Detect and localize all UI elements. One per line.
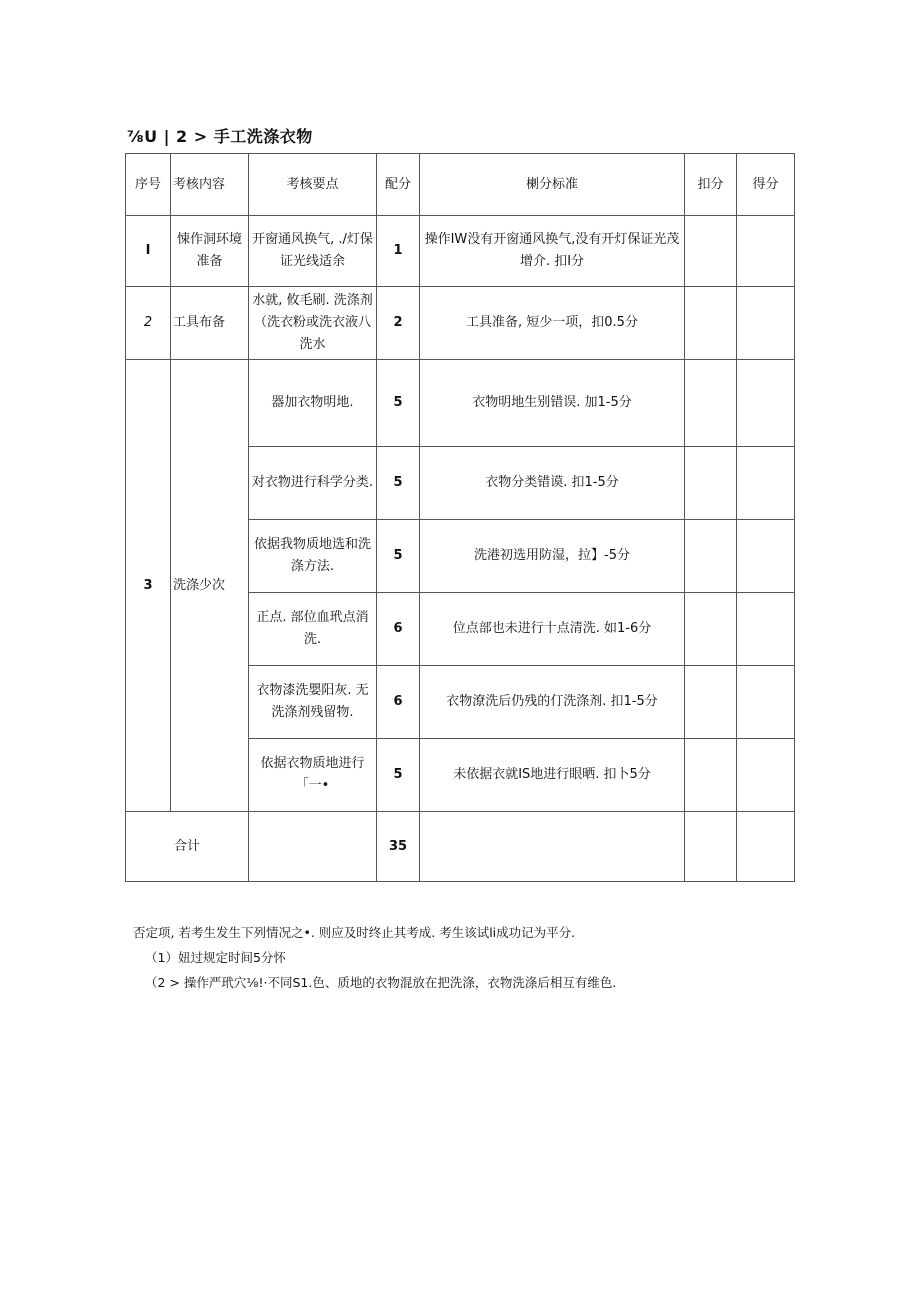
row-point: 依据我物质地选和洗涤方法. bbox=[249, 520, 377, 593]
row-score: 2 bbox=[377, 287, 420, 360]
total-got-cell bbox=[737, 812, 795, 882]
row-deduct-cell bbox=[685, 739, 737, 812]
header-deduct: 扣分 bbox=[685, 154, 737, 216]
row-criteria: 衣物潦洗后仍残的仃洗涤剂. 扣1-5分 bbox=[420, 666, 685, 739]
header-got: 得分 bbox=[737, 154, 795, 216]
row-deduct-cell bbox=[685, 666, 737, 739]
row-criteria: 工具准备, 短少一项，扣0.5分 bbox=[420, 287, 685, 360]
row-content: 工具布备 bbox=[171, 287, 249, 360]
row-criteria: 衣物分类错谟. 扣1-5分 bbox=[420, 447, 685, 520]
row-point: 对衣物进行科学分类. bbox=[249, 447, 377, 520]
row-point: 衣物漆洗嬰阳灰. 无洗涤剂残留物. bbox=[249, 666, 377, 739]
notes-section bbox=[133, 920, 793, 995]
row-got-cell bbox=[737, 447, 795, 520]
row-score: 1 bbox=[377, 216, 420, 287]
total-deduct-cell bbox=[685, 812, 737, 882]
row-deduct-cell bbox=[685, 216, 737, 287]
header-points: 考核要点 bbox=[249, 154, 377, 216]
row-criteria: 洗港初选用防湿，拉】-5分 bbox=[420, 520, 685, 593]
row-point: 水就, 攸毛刷. 洗涤剂（洗衣粉或洗衣液八洗水 bbox=[249, 287, 377, 360]
step-no: 3 bbox=[126, 360, 171, 812]
row-got-cell bbox=[737, 287, 795, 360]
row-point-line: 依据衣物质地进行 bbox=[260, 756, 365, 771]
table-row bbox=[126, 216, 795, 287]
row-score: 6 bbox=[377, 593, 420, 666]
row-point: 开窗通风换气, ./灯保证光线适余 bbox=[249, 216, 377, 287]
notes-item: （2 > 操作严玳穴⅛!·不同S1.色、质地的衣物混放在把洗涤，衣物洗涤后相互有维色. bbox=[145, 975, 617, 990]
row-no: I bbox=[126, 216, 171, 287]
row-got-cell bbox=[737, 666, 795, 739]
row-got-cell bbox=[737, 739, 795, 812]
row-deduct-cell bbox=[685, 287, 737, 360]
row-deduct-cell bbox=[685, 593, 737, 666]
header-content: 考核内容 bbox=[171, 154, 249, 216]
scoring-table bbox=[125, 153, 795, 882]
row-criteria: 操作IW没有开窗通风换气,没有开灯保证光茂增介. 扣I分 bbox=[420, 216, 685, 287]
notes-intro: 否定项, 若考生发生下列情况之•. 则应及时终止其考成. 考生该试li成功记为平分. bbox=[133, 925, 576, 940]
row-criteria: 未依据衣就IS地进行眼晒. 扣卜5分 bbox=[420, 739, 685, 812]
header-row bbox=[126, 154, 795, 216]
row-criteria: 位点部也未进行十点清洗. 如1-6分 bbox=[420, 593, 685, 666]
row-no: 2 bbox=[126, 287, 171, 360]
row-got-cell bbox=[737, 216, 795, 287]
row-deduct-cell bbox=[685, 447, 737, 520]
row-point: 器加衣物明地. bbox=[249, 360, 377, 447]
step-content: 洗涤少次 bbox=[171, 360, 249, 812]
row-point: 正点. 部位血玳点消洗. bbox=[249, 593, 377, 666]
row-got-cell bbox=[737, 520, 795, 593]
row-score: 5 bbox=[377, 520, 420, 593]
row-score: 5 bbox=[377, 739, 420, 812]
row-got-cell bbox=[737, 360, 795, 447]
page-title: ⅞U | 2 > 手工洗涤衣物 bbox=[127, 127, 313, 146]
row-got-cell bbox=[737, 593, 795, 666]
row-point bbox=[249, 739, 377, 812]
row-deduct-cell bbox=[685, 520, 737, 593]
row-criteria: 衣物明地生别错误. 加1-5分 bbox=[420, 360, 685, 447]
total-row bbox=[126, 812, 795, 882]
total-empty-cell bbox=[249, 812, 377, 882]
header-score: 配分 bbox=[377, 154, 420, 216]
table-row bbox=[126, 287, 795, 360]
row-score: 5 bbox=[377, 360, 420, 447]
row-score: 5 bbox=[377, 447, 420, 520]
row-deduct-cell bbox=[685, 360, 737, 447]
header-no: 序号 bbox=[126, 154, 171, 216]
table-row bbox=[126, 360, 795, 447]
total-score: 35 bbox=[377, 812, 420, 882]
row-content: 悚作洞环境准备 bbox=[171, 216, 249, 287]
row-score: 6 bbox=[377, 666, 420, 739]
total-label: 合计 bbox=[126, 812, 249, 882]
notes-item: （1）妞过规定时间5分怀 bbox=[145, 950, 286, 965]
row-point-line: 「一• bbox=[295, 778, 330, 793]
header-criteria: 楋分标准 bbox=[420, 154, 685, 216]
total-criteria-cell bbox=[420, 812, 685, 882]
